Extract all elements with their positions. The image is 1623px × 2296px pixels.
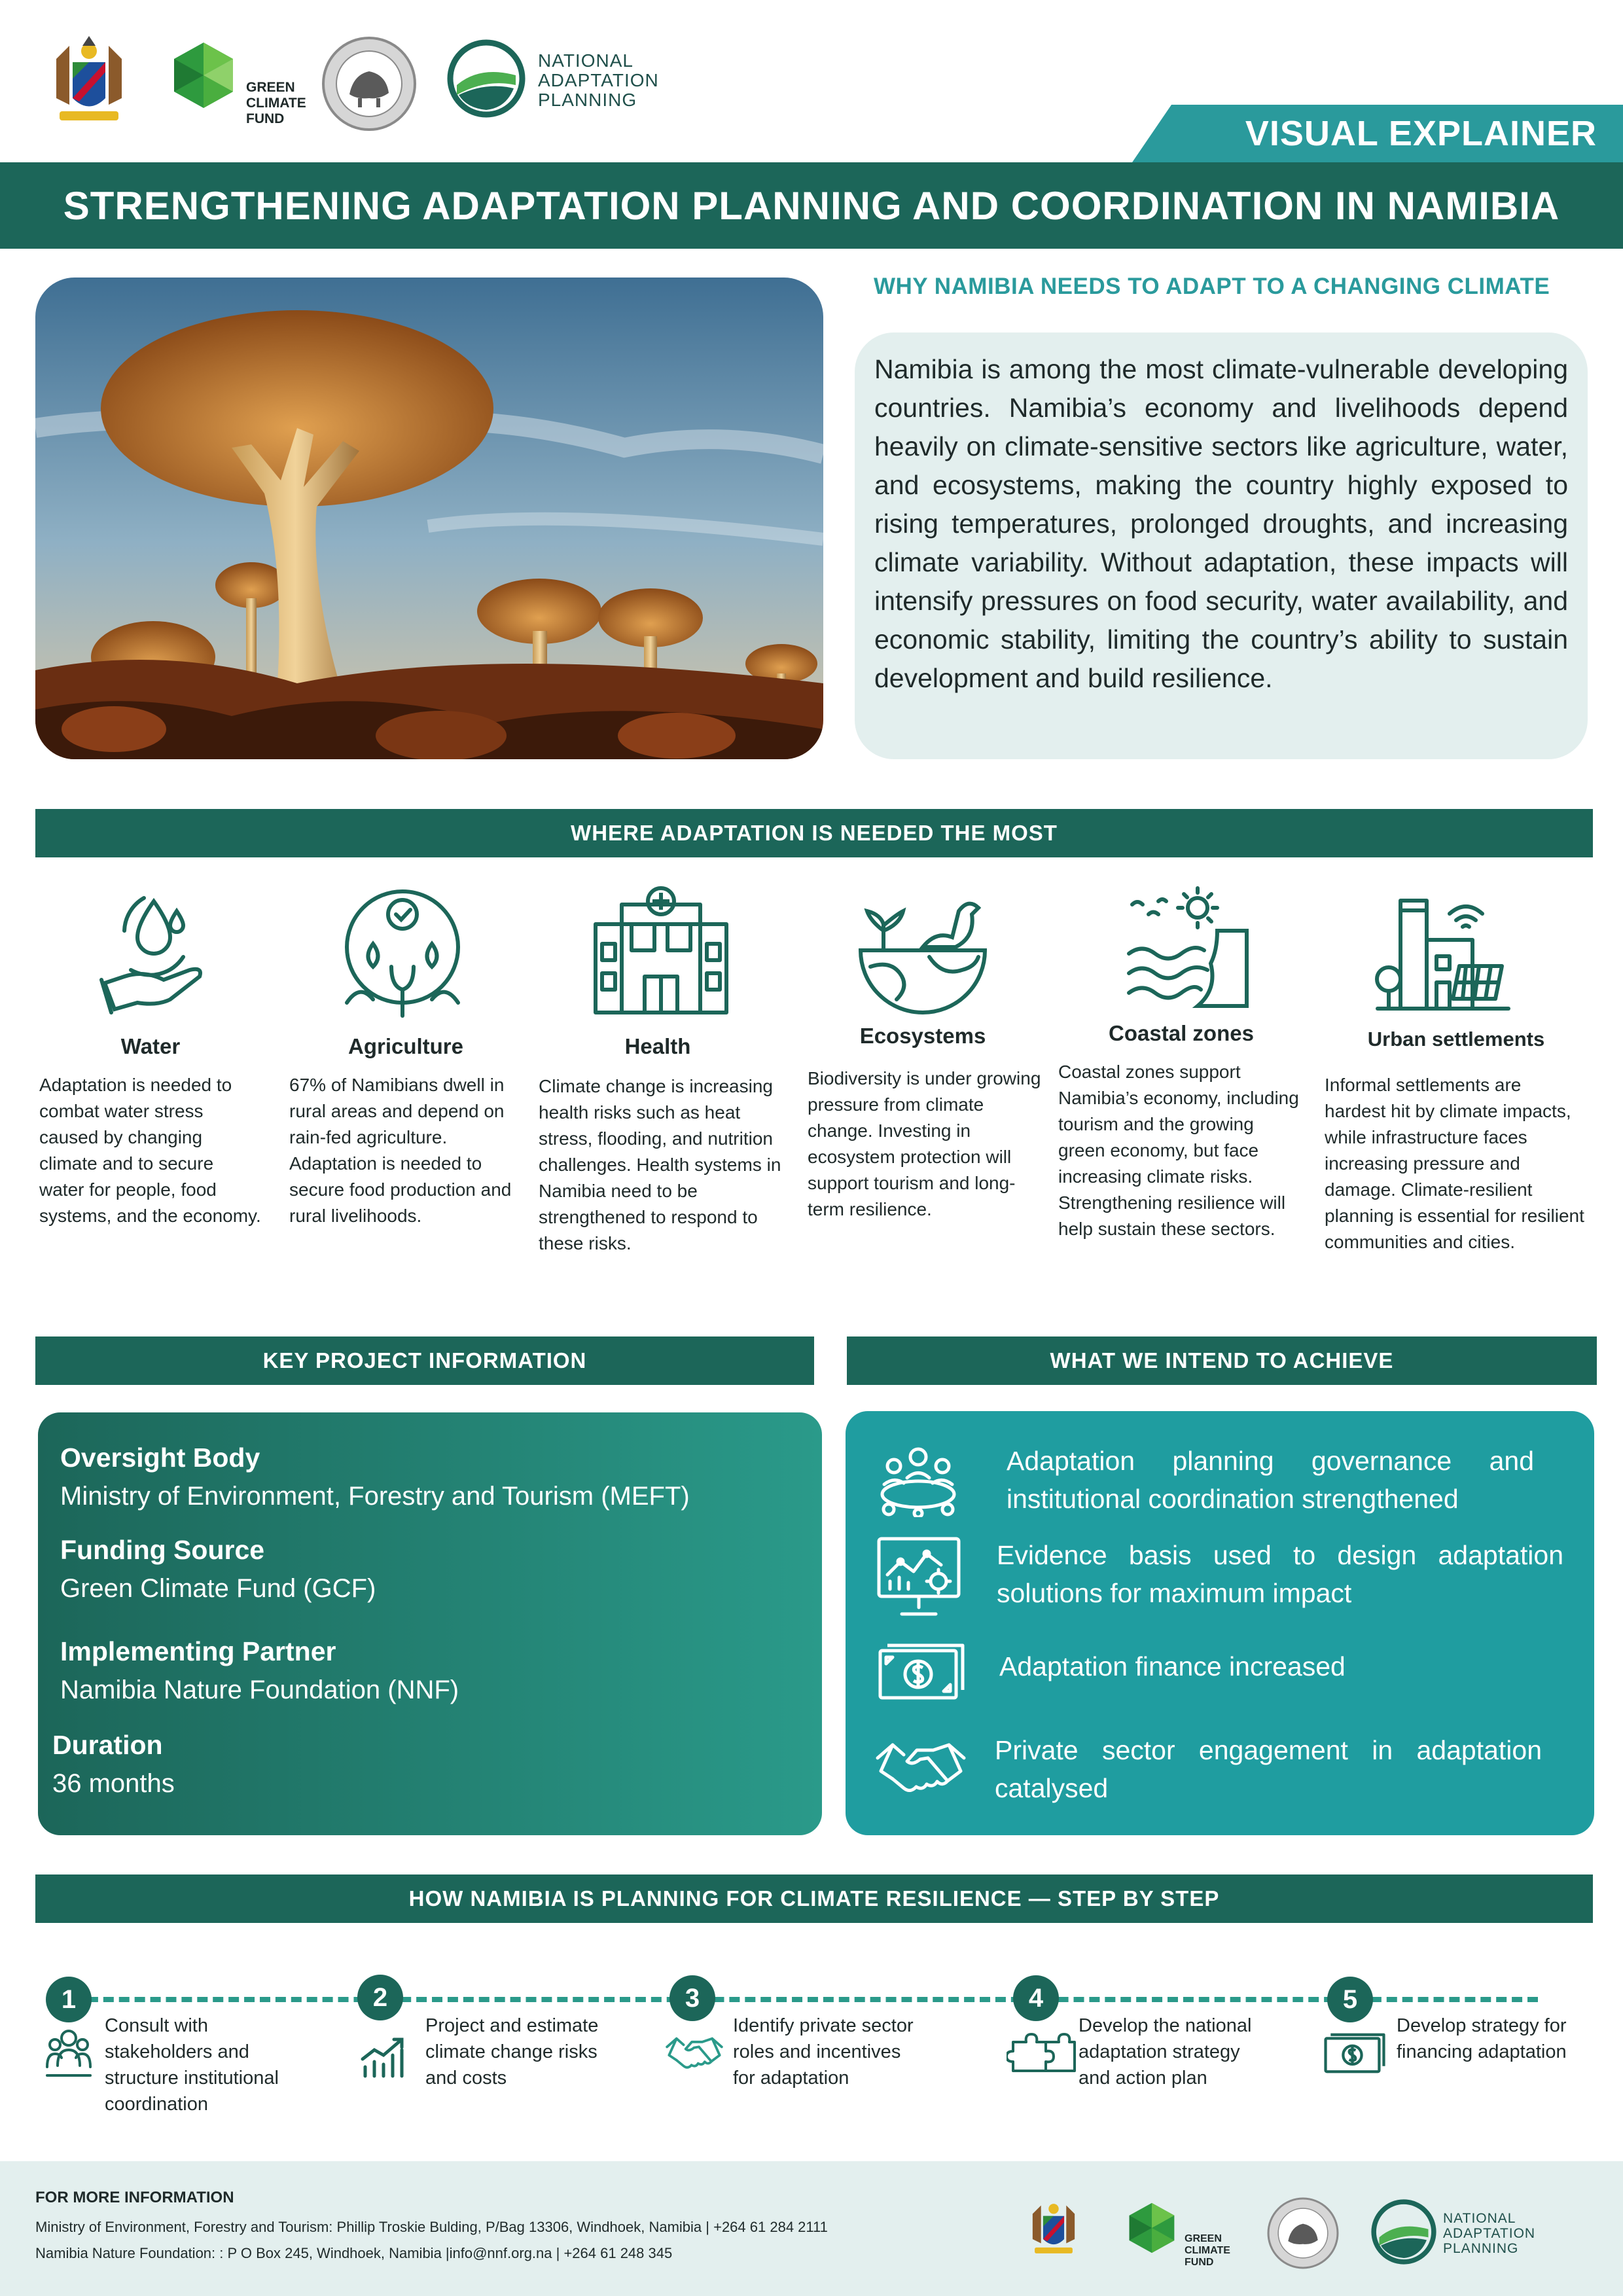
footer-heading: FOR MORE INFORMATION: [35, 2189, 234, 2206]
achieve-heading: WHAT WE INTEND TO ACHIEVE: [847, 1336, 1597, 1385]
achieve-text-3: Adaptation finance increased: [999, 1651, 1346, 1681]
footer-nap-logo-text: NATIONAL ADAPTATION PLANNING: [1443, 2211, 1536, 2256]
sector-text-ecosystems: Biodiversity is under growing pressure from climate change. Investing in ecosystem protection will support tourism and long-term resilience.: [808, 1068, 1041, 1219]
sector-text-health: Climate change is increasing health risks such as heat stress, flooding, and nutrition challenges. Health systems in Namibia need to be strengthened to respond to these risks.: [539, 1076, 781, 1253]
sector-title-agriculture: Agriculture: [348, 1034, 464, 1058]
sector-text-water: Adaptation is needed to combat water stress caused by changing climate and to secure water for people, food systems, and the economy.: [39, 1075, 261, 1226]
header: [0, 0, 1623, 162]
people-icon: [46, 2026, 92, 2079]
meeting-icon: [874, 1445, 962, 1517]
analytics-monitor-icon: [876, 1535, 962, 1619]
oversight-body-value: Ministry of Environment, Forestry and Tourism (MEFT): [60, 1482, 690, 1511]
step-number-5: 5: [1327, 1977, 1373, 2022]
namibia-coat-of-arms-logo: [43, 33, 135, 131]
step-text-5: Develop strategy for financing adaptation: [1397, 2015, 1567, 2062]
earth-bird-icon: [851, 885, 995, 1016]
handshake-icon: [874, 1732, 967, 1800]
duration-label: Duration: [52, 1730, 163, 1760]
step-number-1: 1: [46, 1977, 92, 2022]
sector-title-water: Water: [120, 1034, 181, 1058]
oversight-body-label: Oversight Body: [60, 1443, 260, 1473]
footer-line-meft: Ministry of Environment, Forestry and Tourism: Phillip Troskie Bulding, P/Bag 13306, Windhoek, Namibia | +264 61 284 2111: [35, 2219, 828, 2235]
footer-nap-logo-mark: [1371, 2199, 1436, 2265]
sector-title-ecosystems: Ecosystems: [859, 1024, 986, 1048]
achieve-text-4: Private sector engagement in adaptation catalysed: [995, 1735, 1542, 1803]
footer-nnf-seal-logo: [1266, 2197, 1340, 2270]
gcf-logo-text: GREEN CLIMATE FUND: [246, 80, 306, 126]
step-text-1: Consult with stakeholders and structure institutional coordination: [105, 2015, 279, 2115]
step-number-3: 3: [669, 1975, 715, 2021]
quiver-tree-photo: [35, 278, 823, 759]
achieve-text-2: Evidence basis used to design adaptation solutions for maximum impact: [997, 1540, 1563, 1608]
step-number-4: 4: [1013, 1975, 1059, 2021]
page-title: STRENGTHENING ADAPTATION PLANNING AND COORDINATION IN NAMIBIA: [0, 162, 1623, 249]
step-number-2: 2: [357, 1975, 403, 2020]
funding-source-value: Green Climate Fund (GCF): [60, 1574, 376, 1603]
why-body: Namibia is among the most climate-vulnerable developing countries. Namibia’s economy and livelihoods depend heavily on climate-sensitive sectors like agriculture, water, and ecosystems, making the country highly exposed to rising temperatures, prolonged droughts, and increasing climate variability. Without adaptation, these impacts will intensify pressures on food security, water availability, and economic stability, limiting the country’s ability to sustain development and build resilience.: [874, 354, 1568, 693]
sector-title-urban-settlements: Urban settlements: [1367, 1028, 1545, 1050]
city-solar-icon: [1374, 894, 1512, 1012]
sector-text-urban-settlements: Informal settlements are hardest hit by climate impacts, while infrastructure faces increasing pressure and damage. Climate-resilient planning is essential for resilient communities and cities.: [1325, 1075, 1584, 1252]
implementing-partner-label: Implementing Partner: [60, 1636, 336, 1666]
money-bill-icon: [1323, 2032, 1386, 2075]
nap-logo-mark: [447, 39, 526, 118]
visual-explainer-label: VISUAL EXPLAINER: [1245, 114, 1597, 153]
sector-title-coastal-zones: Coastal zones: [1109, 1021, 1254, 1045]
growth-chart-icon: [360, 2036, 410, 2079]
achieve-text-1: Adaptation planning governance and institutional coordination strengthened: [1007, 1446, 1534, 1514]
sector-title-health: Health: [624, 1034, 691, 1058]
handshake-icon: [665, 2029, 724, 2075]
water-hand-icon: [92, 885, 216, 1022]
implementing-partner-value: Namibia Nature Foundation (NNF): [60, 1676, 459, 1704]
steps-heading: HOW NAMIBIA IS PLANNING FOR CLIMATE RESILIENCE — STEP BY STEP: [35, 1874, 1593, 1923]
footer-gcf-logo-text: GREEN CLIMATE FUND: [1185, 2233, 1230, 2268]
duration-value: 36 months: [52, 1769, 175, 1798]
footer-gcf-globe-logo: [1124, 2200, 1179, 2255]
nap-logo-text: NATIONAL ADAPTATION PLANNING: [538, 50, 659, 110]
key-info-heading: KEY PROJECT INFORMATION: [35, 1336, 814, 1385]
hospital-icon: [589, 885, 733, 1016]
where-heading: WHERE ADAPTATION IS NEEDED THE MOST: [35, 809, 1593, 857]
coast-waves-icon: [1119, 885, 1257, 1009]
nnf-seal-logo: [321, 35, 418, 132]
footer-line-nnf: Namibia Nature Foundation: : P O Box 245, Windhoek, Namibia |info@nnf.org.na | +264 61 248 345: [35, 2245, 673, 2261]
sector-text-agriculture: 67% of Namibians dwell in rural areas and depend on rain-fed agriculture. Adaptation is needed to secure food production and rural livelihoods.: [289, 1075, 512, 1226]
puzzle-icon: [1007, 2029, 1077, 2075]
money-bill-icon: [877, 1641, 966, 1702]
funding-source-label: Funding Source: [60, 1535, 265, 1565]
footer-namibia-coat-of-arms-logo: [1024, 2193, 1083, 2265]
step-text-3: Identify private sector roles and incentives for adaptation: [733, 2015, 914, 2089]
sector-text-coastal-zones: Coastal zones support Namibia’s economy, including tourism and the growing green economy, but face increasing climate risks. Strengthening resilience will help sustain these sectors.: [1058, 1062, 1299, 1239]
gcf-globe-logo: [168, 39, 240, 111]
steps-dashed-line: [72, 1997, 1538, 2002]
step-text-4: Develop the national adaptation strategy and action plan: [1079, 2015, 1252, 2089]
why-heading: WHY NAMIBIA NEEDS TO ADAPT TO A CHANGING CLIMATE: [874, 274, 1550, 299]
step-text-2: Project and estimate climate change risks and costs: [425, 2015, 599, 2089]
agriculture-icon: [334, 885, 471, 1022]
